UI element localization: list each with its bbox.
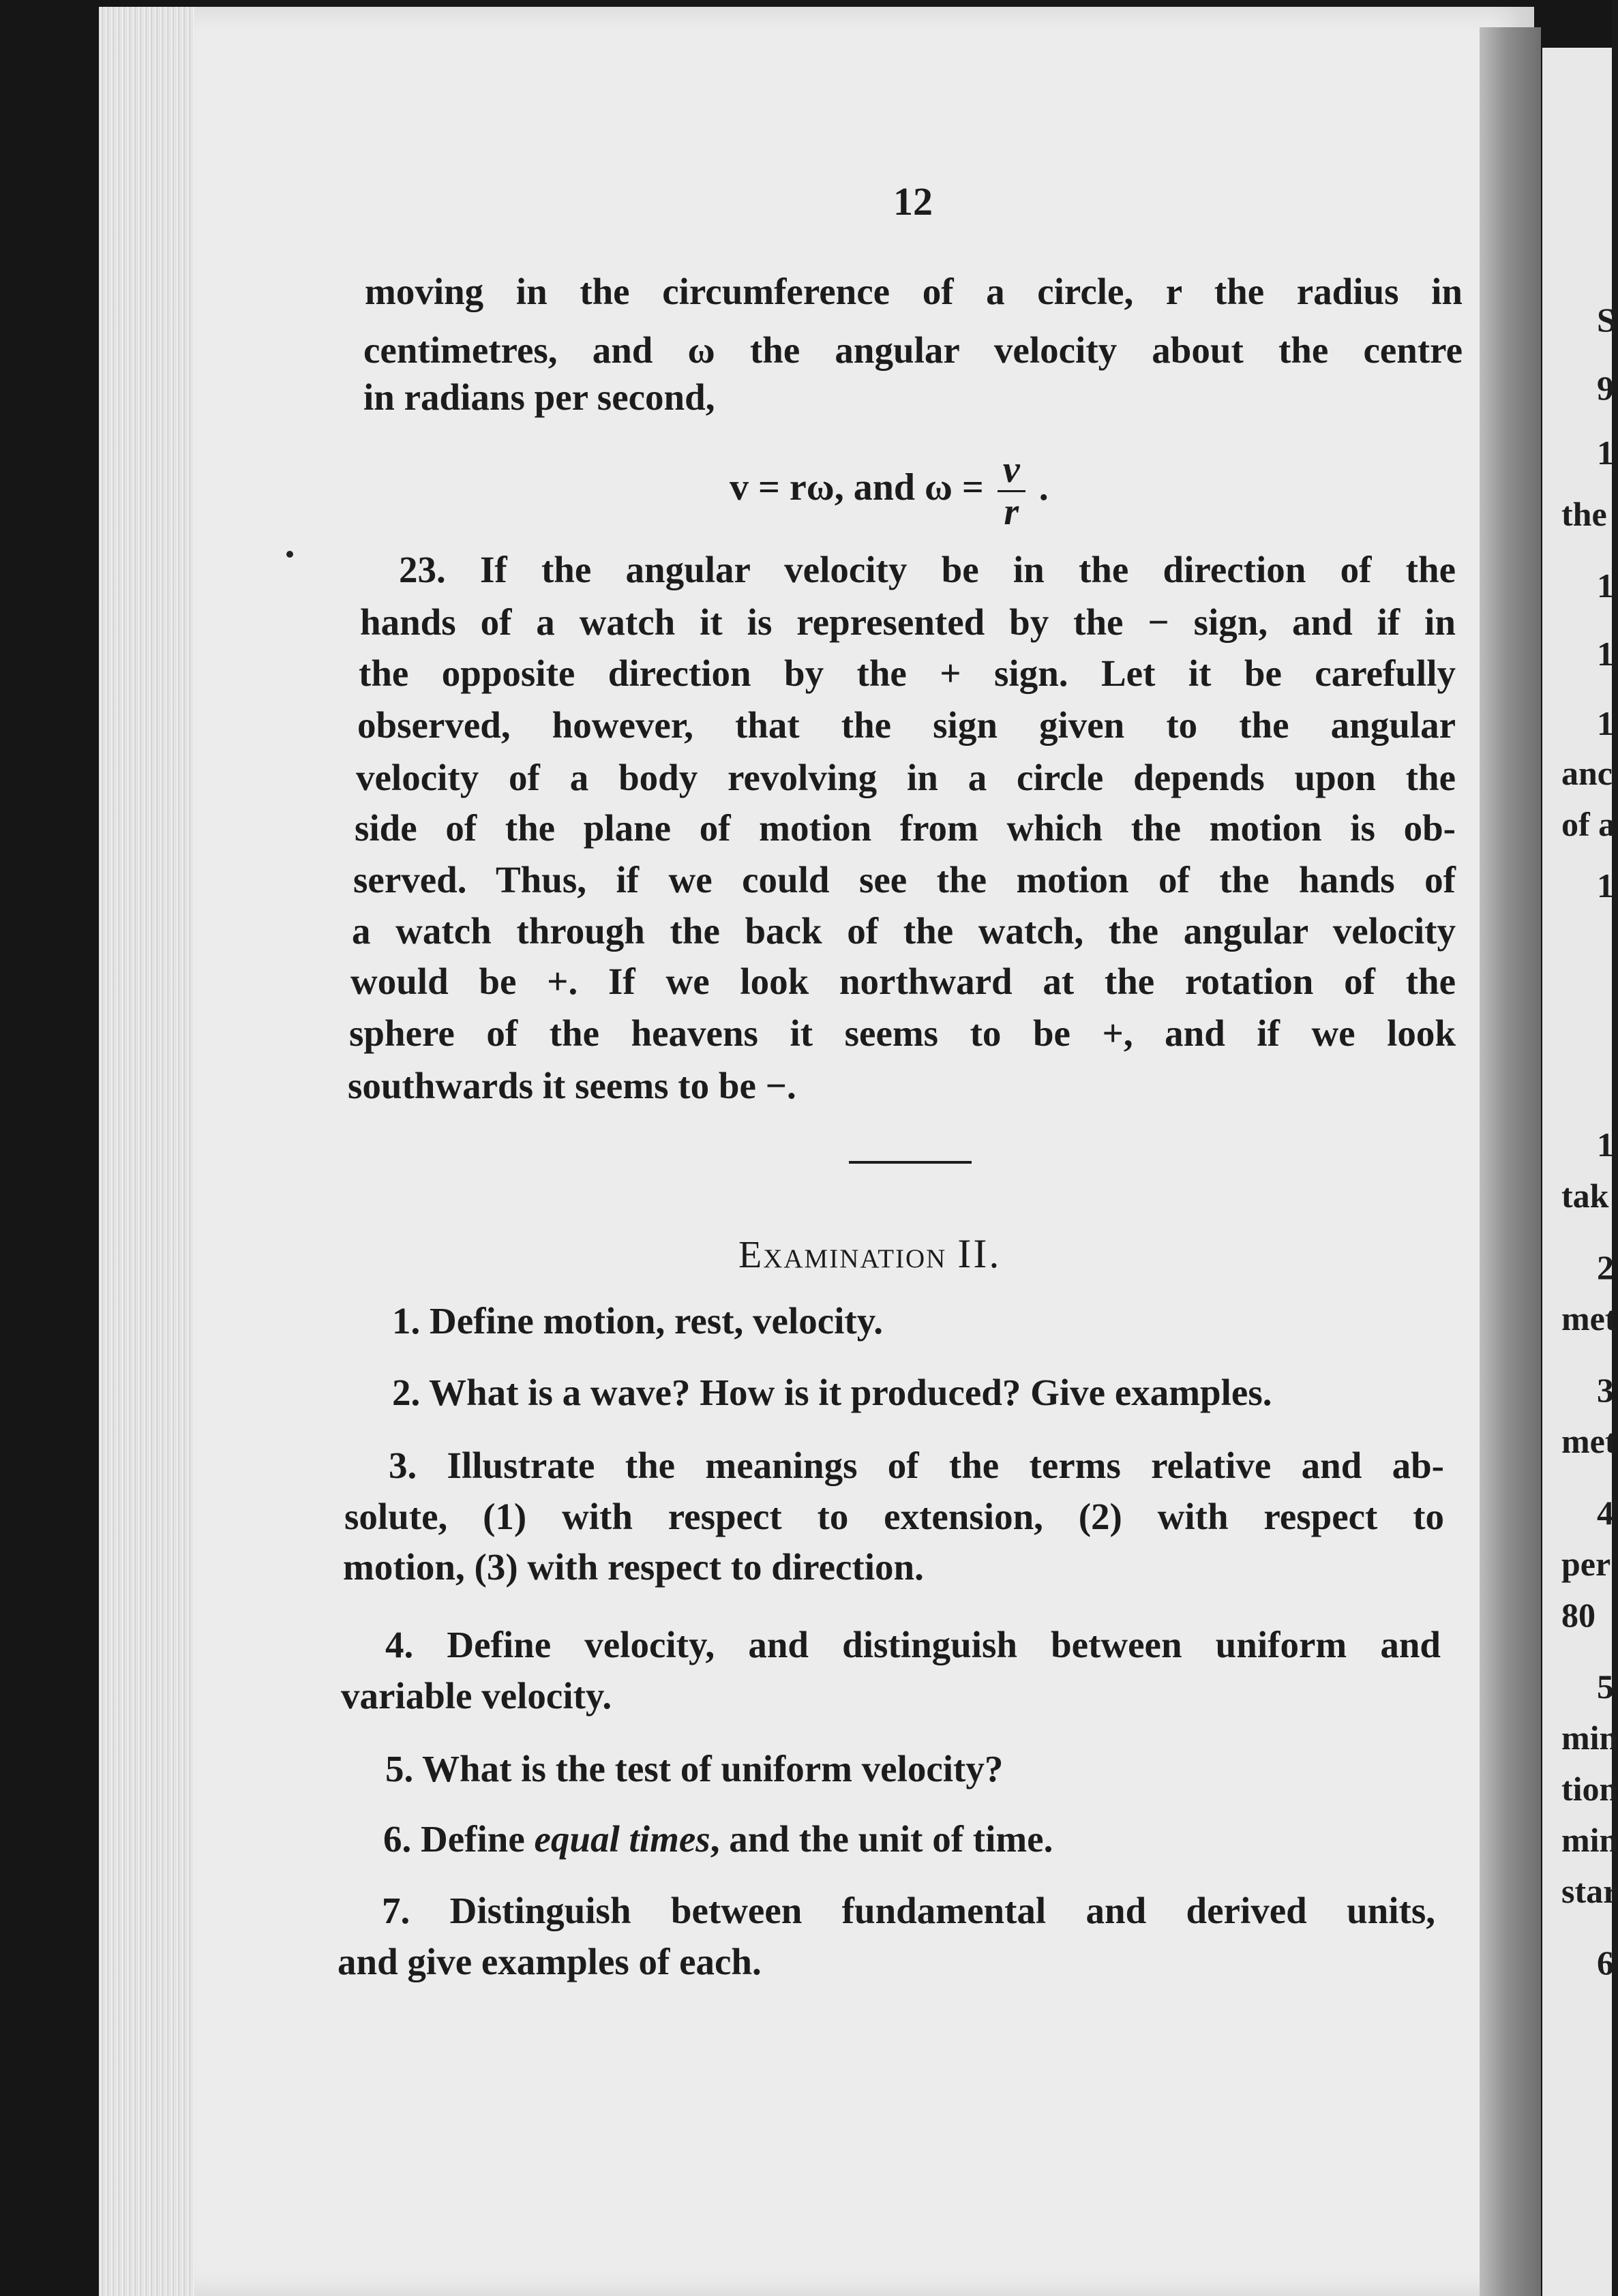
section-23-line-9: would be +. If we look northward at the rotation of the [350, 961, 1456, 1002]
section-23-line-8: a watch through the back of the watch, the angular velocity [352, 910, 1456, 952]
examination-numeral: II. [957, 1231, 1002, 1276]
left-page-edges [99, 7, 201, 2296]
section-23-line-4: observed, however, that the sign given to the angular [357, 704, 1456, 746]
intro-line-2: centimetres, and ω the angular velocity about the centre [363, 329, 1463, 371]
next-page-frag-17: 4 [1597, 1494, 1614, 1532]
formula-numerator: v [998, 450, 1025, 492]
next-page-frag-9: of a [1561, 805, 1616, 843]
next-page-frag-10: 1 [1597, 866, 1614, 905]
page-number: 12 [893, 179, 933, 224]
next-page-frag-15: 3 [1597, 1371, 1614, 1409]
question-6-start: 6. Define [383, 1818, 535, 1860]
next-page-frag-5: 1 [1597, 567, 1614, 605]
question-6-end: , and the unit of time. [710, 1818, 1053, 1860]
next-page-frag-18: per [1561, 1545, 1611, 1583]
next-page-frag-4: the [1561, 495, 1607, 533]
next-page-edge [1542, 48, 1618, 2296]
question-3-line-3: motion, (3) with respect to direction. [343, 1546, 924, 1588]
next-page-frag-2: 9 [1597, 369, 1614, 407]
examination-heading [738, 1230, 1001, 1278]
question-4-line-1: 4. Define velocity, and distinguish between uniform and [385, 1624, 1441, 1665]
next-page-frag-16: met [1561, 1422, 1617, 1460]
margin-dot [286, 551, 293, 558]
question-6-italic: equal times [534, 1818, 710, 1860]
intro-line-1: moving in the circumference of a circle, r the radius in [365, 271, 1463, 312]
next-page-frag-13: 2 [1597, 1248, 1614, 1286]
next-page-frag-7: 1 [1597, 704, 1614, 742]
question-2: 2. What is a wave? How is it produced? Give examples. [392, 1372, 1272, 1413]
next-page-frag-12: tak [1561, 1177, 1609, 1215]
next-page-frag-14: met [1561, 1299, 1617, 1338]
angular-velocity-formula [730, 450, 1049, 532]
formula-left: v = rω, and ω = [730, 466, 984, 509]
next-page-frag-21: min [1561, 1719, 1618, 1757]
intro-line-3: in radians per second, [363, 376, 715, 418]
question-7-line-1: 7. Distinguish between fundamental and derived units, [382, 1890, 1435, 1931]
formula-fraction [998, 450, 1025, 532]
question-6 [383, 1820, 1053, 1858]
section-divider [849, 1161, 972, 1164]
next-page-frag-19: 80 [1561, 1596, 1595, 1634]
question-3-line-1: 3. Illustrate the meanings of the terms relative and ab- [389, 1445, 1444, 1486]
next-page-frag-20: 5 [1597, 1667, 1614, 1706]
next-page-frag-6: 1 [1597, 635, 1614, 673]
formula-denominator: r [1004, 490, 1019, 533]
question-1: 1. Define motion, rest, velocity. [392, 1300, 883, 1342]
next-page-frag-25: 6 [1597, 1944, 1614, 1982]
section-23-line-10: sphere of the heavens it seems to be +, and if we look [349, 1012, 1456, 1054]
next-page-frag-3: 1 [1597, 434, 1614, 472]
question-4-line-2: variable velocity. [341, 1675, 612, 1717]
question-3-line-2: solute, (1) with respect to extension, (2) with respect to [344, 1496, 1444, 1537]
examination-word: Examination [738, 1234, 947, 1276]
next-page-frag-24: star [1561, 1872, 1618, 1910]
section-23-line-6: side of the plane of motion from which the motion is ob- [355, 807, 1456, 849]
section-23-line-7: served. Thus, if we could see the motion of the hands of [353, 859, 1456, 901]
formula-end: . [1038, 466, 1049, 509]
next-page-frag-11: 1 [1597, 1126, 1614, 1164]
question-7-line-2: and give examples of each. [338, 1941, 762, 1982]
section-23-line-5: velocity of a body revolving in a circle depends upon the [356, 757, 1456, 798]
next-page-frag-1: S [1597, 301, 1616, 339]
section-23-line-11: southwards it seems to be −. [348, 1065, 796, 1106]
page-gutter [1480, 27, 1541, 2296]
question-5: 5. What is the test of uniform velocity? [385, 1748, 1004, 1789]
next-page-frag-22: tion [1561, 1770, 1618, 1808]
section-23-line-3: the opposite direction by the + sign. Let it be carefully [359, 652, 1456, 694]
section-23-line-2: hands of a watch it is represented by the − sign, and if in [360, 601, 1456, 643]
next-page-frag-8: anc [1561, 754, 1613, 792]
next-page-frag-23: min [1561, 1821, 1618, 1859]
section-23-line-1: 23. If the angular velocity be in the direction of the [399, 549, 1456, 590]
